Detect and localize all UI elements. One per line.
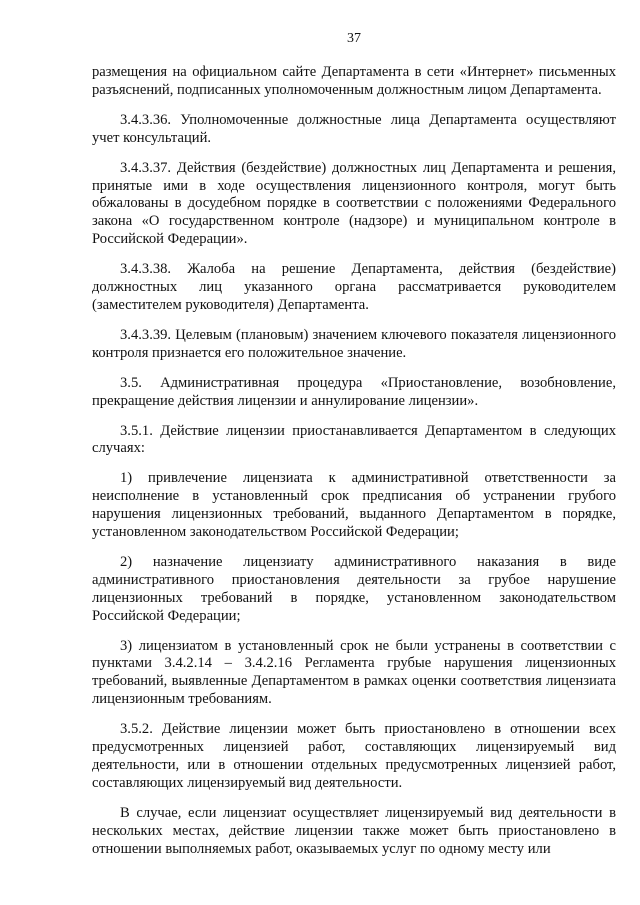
list-item-2: 2) назначение лицензиату административного наказания в виде административного приостановления деятельности за грубое нарушение лицензионных требований в порядке, установленном законодательством Российской Федерации;	[92, 553, 616, 624]
paragraph-3-5-1: 3.5.1. Действие лицензии приостанавливается Департаментом в следующих случаях:	[92, 422, 616, 457]
list-item-3: 3) лицензиатом в установленный срок не были устранены в соответствии с пунктами 3.4.2.14 – 3.4.2.16 Регламента грубые нарушения лицензионных требований, выявленные Департаментом в рамках оценки соответствия лицензиата лицензионным требованиям.	[92, 637, 616, 708]
document-page	[92, 30, 616, 871]
page-number: 37	[347, 31, 361, 46]
paragraph-3-4-3-37: 3.4.3.37. Действия (бездействие) должностных лиц Департамента и решения, принятые ими в ходе осуществления лицензионного контроля, могут быть обжалованы в досудебном порядке в соответствии с положениями Федерального закона «О государственном контроле (надзоре) и муниципальном контроле в Российской Федерации».	[92, 159, 616, 248]
paragraph-3-5-2: 3.5.2. Действие лицензии может быть приостановлено в отношении всех предусмотренных лицензией работ, составляющих лицензируемый вид деятельности, или в отношении отдельных предусмотренных лицензией работ, составляющих лицензируемый вид деятельности.	[92, 721, 616, 791]
paragraph-3-5: 3.5. Административная процедура «Приостановление, возобновление, прекращение действия лицензии и аннулирование лицензии».	[92, 374, 616, 409]
paragraph-continuation: размещения на официальном сайте Департамента в сети «Интернет» письменных разъяснений, подписанных уполномоченным должностным лицом Департамента.	[92, 64, 616, 98]
paragraph-3-4-3-39: 3.4.3.39. Целевым (плановым) значением ключевого показателя лицензионного контроля признается его положительное значение.	[92, 326, 616, 361]
paragraph-multiple-locations: В случае, если лицензиат осуществляет лицензируемый вид деятельности в нескольких местах, действие лицензии также может быть приостановлено в отношении выполняемых работ, оказываемых услуг по одному месту или	[92, 804, 616, 857]
list-item-1: 1) привлечение лицензиата к административной ответственности за неисполнение в установленный срок предписания об устранении грубого нарушения лицензионных требований, выданного Департаментом в порядке, установленном законодательством Российской Федерации;	[92, 470, 616, 541]
paragraph-3-4-3-38: 3.4.3.38. Жалоба на решение Департамента, действия (бездействие) должностных лиц указанного органа рассматривается руководителем (заместителем руководителя) Департамента.	[92, 261, 616, 313]
paragraph-3-4-3-36: 3.4.3.36. Уполномоченные должностные лица Департамента осуществляют учет консультаций.	[92, 111, 616, 146]
